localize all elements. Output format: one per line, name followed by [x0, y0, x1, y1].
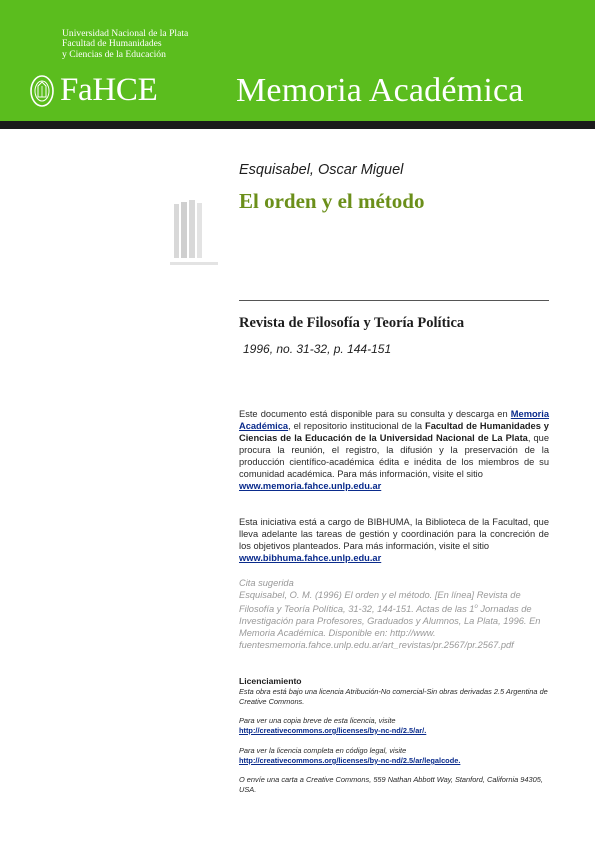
license-full-link[interactable]: http://creativecommons.org/licenses/by-nc-nd/2.5/ar/legalcode.	[239, 755, 461, 765]
institution-name	[62, 29, 188, 60]
memoria-url-link[interactable]: www.memoria.fahce.unlp.edu.ar	[239, 481, 382, 491]
journal-name: Revista de Filosofía y Teoría Política	[239, 315, 465, 331]
license-postal-address: O envíe una carta a Creative Commons, 559 Nathan Abbott Way, Stanford, California 94305, USA.	[239, 775, 543, 794]
license-short-block	[239, 716, 549, 736]
books-logo-icon	[168, 200, 220, 272]
memoria-academica-link[interactable]: Memoria Académica	[239, 409, 550, 431]
fahce-logo-text: FaHCE	[60, 72, 158, 108]
license-heading: Licenciamiento	[239, 676, 302, 686]
suggested-citation-heading: Cita sugerida	[239, 578, 294, 588]
section-rule	[239, 300, 549, 301]
bibhuma-url-link[interactable]: www.bibhuma.fahce.unlp.edu.ar	[239, 553, 382, 563]
info-text: Esta iniciativa está a cargo de BIBHUMA, la Biblioteca de la Facultad, que lleva adelante las tareas de gestión y coordinación para la concreción de los objetivos planteados. Para más información, visite el sitio	[239, 517, 549, 551]
university-seal-icon	[29, 74, 55, 108]
license-short-text: Para ver una copia breve de esta licencia, visite	[239, 716, 396, 725]
institution-line: Universidad Nacional de la Plata	[62, 28, 189, 39]
document-author: Esquisabel, Oscar Miguel	[239, 162, 404, 178]
license-full-block	[239, 746, 549, 766]
header-divider	[0, 121, 595, 129]
license-statement: Esta obra está bajo una licencia Atribución-No comercial-Sin obras derivadas 2.5 Argentina de Creative Commons.	[239, 687, 548, 706]
suggested-citation	[239, 577, 549, 651]
repository-title: Memoria Académica	[236, 72, 524, 109]
ordinal-suffix: o	[474, 604, 478, 610]
license-short-link[interactable]: http://creativecommons.org/licenses/by-nc-nd/2.5/ar/.	[239, 725, 427, 735]
faculty-line-2: y Ciencias de la Educación	[62, 48, 166, 60]
faculty-name-bold: Facultad de Humanidades y Ciencias de la Educación de la Universidad Nacional de La Plata	[239, 421, 549, 443]
info-text: , el repositorio institucional de la	[288, 421, 423, 431]
bibhuma-info-paragraph	[239, 516, 549, 564]
repository-info-paragraph	[239, 408, 549, 492]
document-title: El orden y el método	[239, 189, 425, 213]
info-text: , que procura la reunión, el registro, la difusión y la preservación de la producción científico-académica édita e inédita de los miembros de su comunidad académica. Para más información, visite el sitio	[239, 433, 549, 479]
faculty-line: Facultad de Humanidades	[62, 38, 162, 50]
journal-citation: 1996, no. 31-32, p. 144-151	[243, 342, 392, 356]
citation-text: Jornadas de Investigación para Profesores, Graduados y Alumnos, La Plata, 1996. En Memoria Académica. Disponible en: http://www. fuentesmemoria.fahce.unlp.edu.ar/art_revistas/pr.2567/pr.2567.pdf	[239, 604, 541, 651]
info-text: Este documento está disponible para su consulta y descarga en	[239, 409, 508, 419]
license-full-text: Para ver la licencia completa en código legal, visite	[239, 746, 407, 755]
suggested-citation-text	[239, 589, 549, 651]
citation-text: Esquisabel, O. M. (1996) El orden y el método. [En línea] Revista de Filosofía y Teoría Política, 31-32, 144-151. Actas de las 1	[239, 590, 521, 615]
header-banner	[0, 0, 595, 121]
